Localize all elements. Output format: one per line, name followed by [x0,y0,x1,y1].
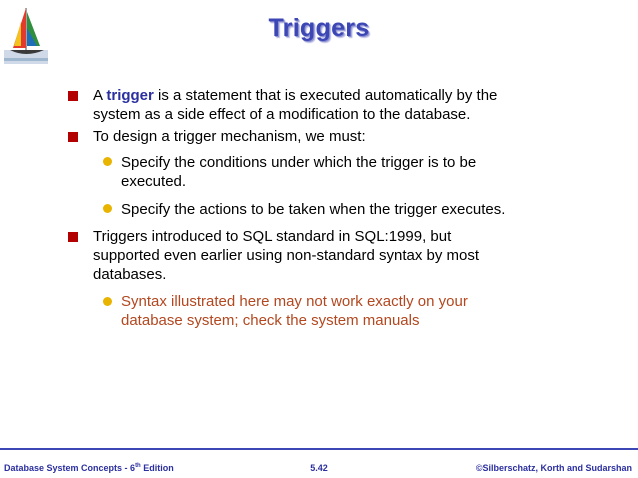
bullet-3-line1: Triggers introduced to SQL standard in SQL:1999, but [93,228,452,245]
square-bullet-icon [68,132,78,142]
footer-divider [0,448,638,450]
bullet-3-line2: supported even earlier using non-standard syntax by most [93,247,480,264]
footer-edition-sup: th [135,463,141,469]
bullet-1-line1: is a statement that is executed automatically by the [153,87,498,104]
sub-bullet-2-1-line1: Specify the conditions under which the trigger is to be [121,154,477,171]
bullet-3-line3: databases. [93,266,167,283]
round-bullet-icon [103,157,112,166]
round-bullet-icon [103,297,112,306]
footer-page-number: 5.42 [310,463,328,473]
sub-bullet-2-1-line2: executed. [121,173,187,190]
keyword-trigger: trigger [106,87,154,104]
bullet-2: To design a trigger mechanism, we must: [93,128,366,145]
sub-bullet-2-2: Specify the actions to be taken when the trigger executes. [121,201,506,218]
round-bullet-icon [103,204,112,213]
square-bullet-icon [68,91,78,101]
slide-title: Triggers [268,14,370,42]
bullet-1-line2: system as a side effect of a modification to the database. [93,106,471,123]
bullet-1-pre: A [93,87,107,104]
footer-edition: Edition [140,463,174,473]
sub-bullet-3-1-line1: Syntax illustrated here may not work exactly on your [121,293,468,310]
sub-bullet-3-1-line2: database system; check the system manuals [121,312,420,329]
square-bullet-icon [68,232,78,242]
footer-copyright: ©Silberschatz, Korth and Sudarshan [475,463,632,473]
footer-book-title: Database System Concepts - 6 [4,463,136,473]
bullet-1 [93,86,543,105]
